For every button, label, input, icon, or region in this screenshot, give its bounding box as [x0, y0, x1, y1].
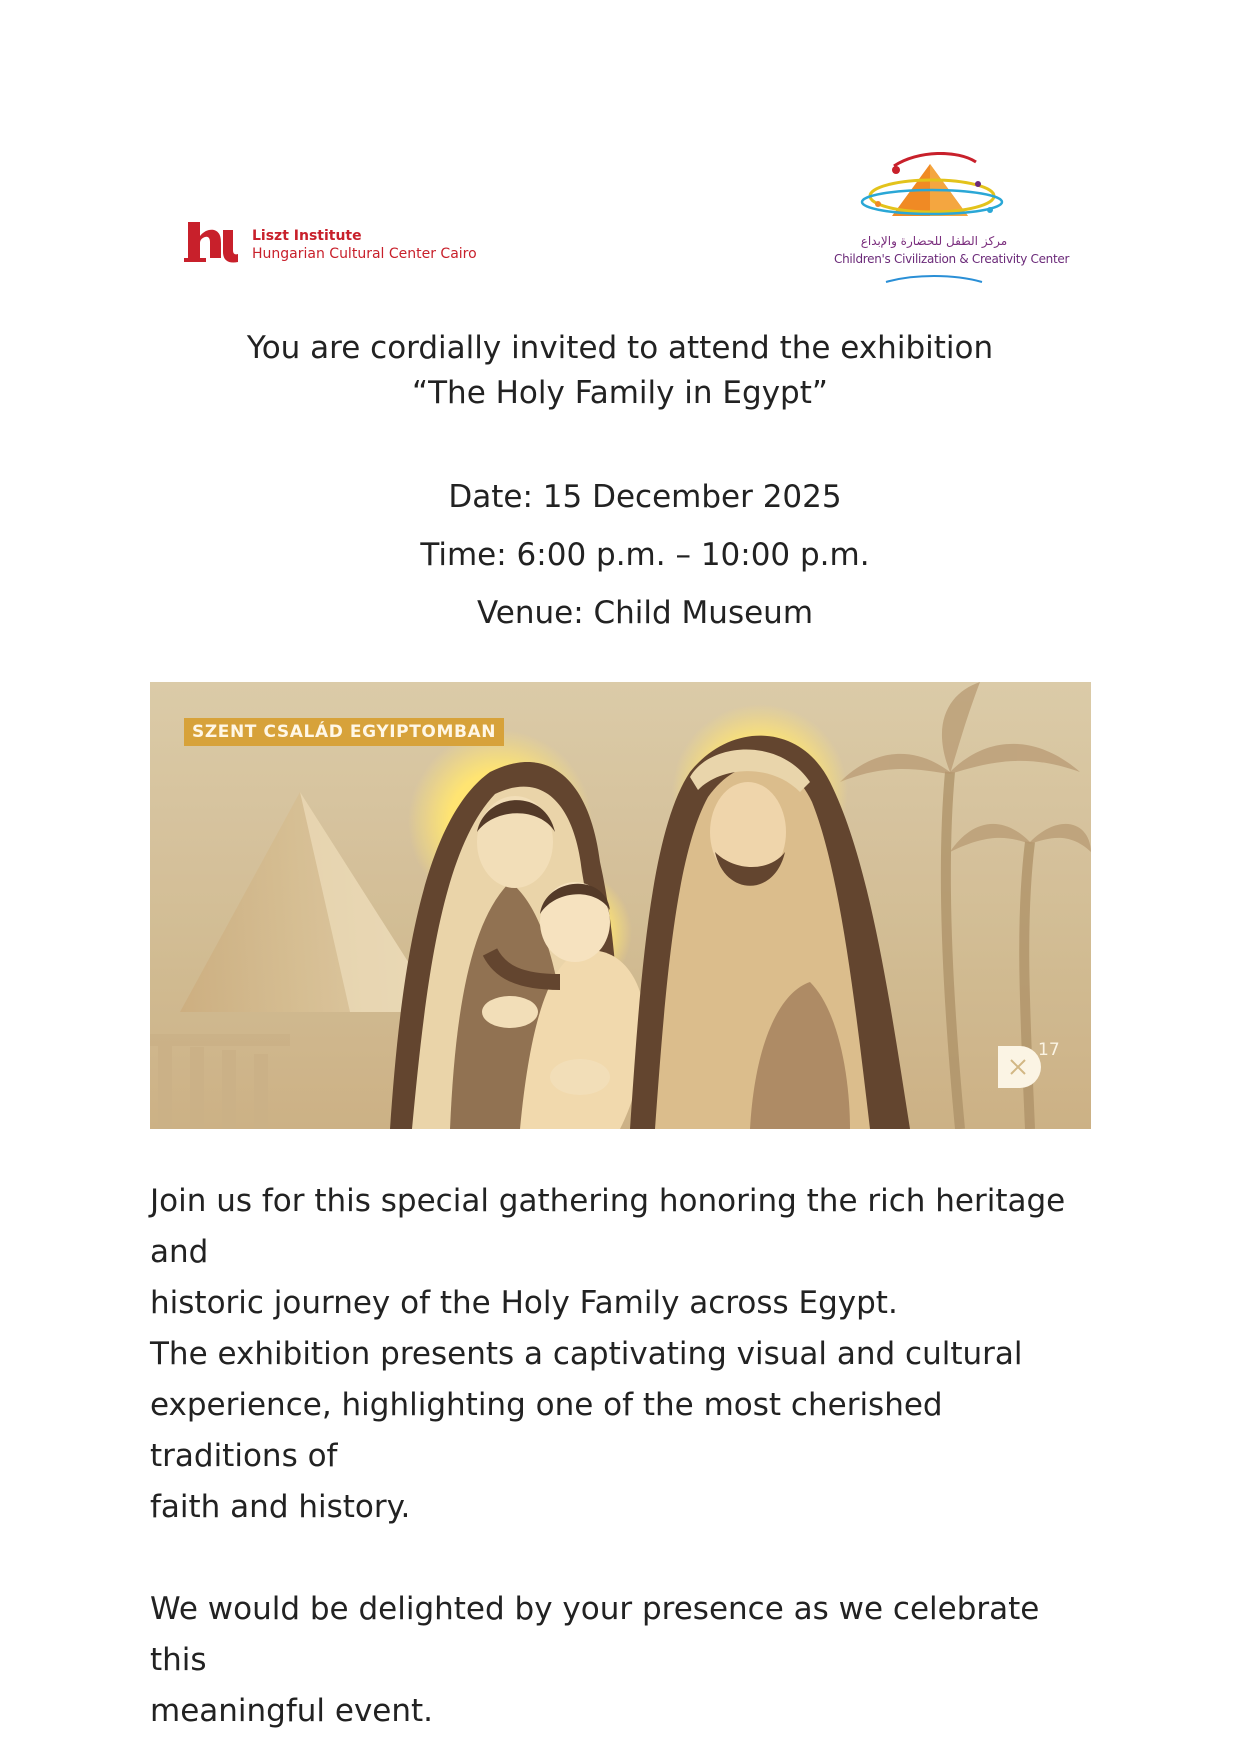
- pyramid-orbit-emblem-icon: [858, 152, 1008, 232]
- invitation-line-1: You are cordially invited to attend the exhibition: [246, 330, 994, 366]
- holy-family-illustration: [150, 682, 1091, 1129]
- liszt-institute-hu-logo-icon: [184, 218, 238, 264]
- liszt-institute-name: Liszt Institute: [252, 228, 362, 244]
- invitation-heading: [0, 326, 1240, 416]
- d17-badge-number: 17: [1038, 1040, 1060, 1060]
- body-line: faith and history.: [150, 1489, 411, 1525]
- children-center-logo: [834, 152, 1070, 292]
- paragraph-spacer: [150, 1533, 1100, 1584]
- body-line: meaningful event.: [150, 1693, 434, 1729]
- liszt-institute-logo: [184, 218, 484, 268]
- children-center-arabic-name: مركز الطفل للحضارة والإبداع: [860, 234, 1008, 248]
- exhibition-artwork: [150, 682, 1091, 1129]
- artwork-label: SZENT CSALÁD EGYIPTOMBAN: [184, 718, 504, 746]
- event-details: [0, 468, 1240, 642]
- invitation-body: [150, 1176, 1100, 1737]
- liszt-institute-subtitle: Hungarian Cultural Center Cairo: [252, 246, 477, 262]
- event-venue: Venue: Child Museum: [476, 595, 814, 631]
- body-line: Join us for this special gathering honoring the rich heritage and: [150, 1183, 1066, 1270]
- body-line: The exhibition presents a captivating visual and cultural: [150, 1336, 1023, 1372]
- exhibition-title: “The Holy Family in Egypt”: [412, 375, 828, 411]
- children-center-english-name: Children's Civilization & Creativity Center: [834, 252, 1070, 266]
- body-line: historic journey of the Holy Family across Egypt.: [150, 1285, 898, 1321]
- event-time: Time: 6:00 p.m. – 10:00 p.m.: [420, 537, 870, 573]
- body-line: We would be delighted by your presence as we celebrate this: [150, 1591, 1040, 1678]
- body-line: experience, highlighting one of the most cherished traditions of: [150, 1387, 943, 1474]
- logo-underline-arc: [884, 272, 984, 284]
- event-date: Date: 15 December 2025: [448, 479, 842, 515]
